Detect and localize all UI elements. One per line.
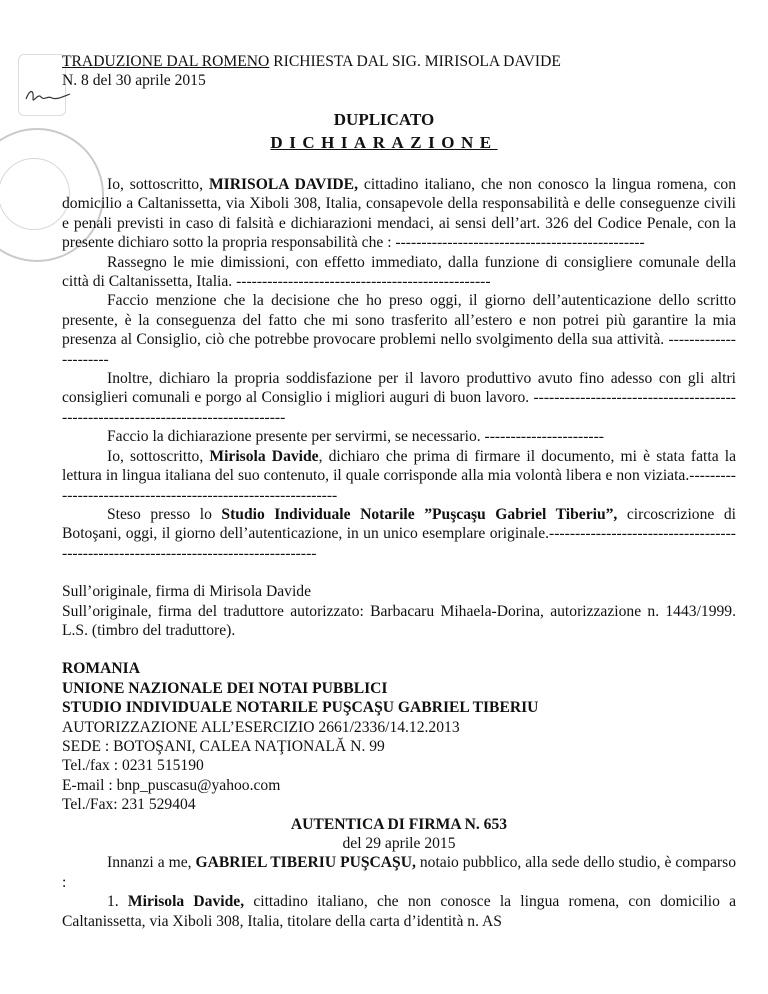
- declarant-name: MIRISOLA DAVIDE,: [208, 176, 358, 193]
- notary-address: SEDE : BOTOŞANI, CALEA NAŢIONALĂ N. 99: [62, 737, 385, 755]
- notary-email: E-mail : bnp_puscasu@yahoo.com: [62, 776, 281, 794]
- text-span: Steso presso lo: [107, 505, 222, 523]
- text-span: notaio pubblico, alla sede dello studio, è comparso :: [62, 854, 736, 891]
- notary-country: ROMANIA: [62, 660, 140, 678]
- authentication-date: del 29 aprile 2015: [342, 835, 456, 852]
- declaration-paragraph-6: [62, 447, 736, 505]
- duplicate-title: DUPLICATO: [333, 110, 435, 129]
- text-span: cittadino italiano, che non conosco la lingua romena, con domicilio a Caltanissetta, via Xiboli 308, Italia, consapevole della responsabilità e delle conseguenze civili e penali previsti in caso di falsità e dichiarazioni mendaci, ai sensi dell’art. 326 del Codice Penale, con la presente dichiaro sotto la propria responsabilità che : ------------------------------------------------: [62, 176, 736, 252]
- notary-telfax-1: Tel./fax : 0231 515190: [62, 757, 204, 775]
- header-request-text: RICHIESTA DAL SIG. MIRISOLA DAVIDE: [269, 53, 561, 70]
- translation-header: [62, 52, 742, 91]
- document-body: [62, 175, 736, 931]
- text-span: circoscrizione di Botoşani, oggi, il giorno dell’autenticazione, in un unico esemplare originale.-------------------------------------------------------------------------------------: [62, 505, 736, 562]
- original-translator-note: Sull’originale, firma del traduttore autorizzato: Barbacaru Mihaela-Dorina, autorizzazione n. 1443/1999. L.S. (timbro del traduttore).: [62, 602, 736, 639]
- header-line-1: [62, 52, 742, 71]
- appearing-party-name: Mirisola Davide,: [127, 893, 245, 911]
- declaration-paragraph-7: [62, 505, 736, 563]
- text-span: cittadino italiano, che non conosce la lingua romena, con domicilio a Caltanissetta, via Xiboli 308, Italia, titolare della carta d’identità n. AS: [62, 893, 736, 930]
- spacer: [62, 563, 736, 582]
- notary-telfax-2: Tel./Fax: 231 529404: [62, 796, 196, 814]
- notary-authorization: AUTORIZZAZIONE ALL’ESERCIZIO 2661/2336/14.12.2013: [62, 718, 460, 736]
- declarant-name-2: Mirisola Davide: [209, 447, 319, 465]
- declaration-paragraph-2: Rassegno le mie dimissioni, con effetto immediato, dalla funzione di consigliere comunale della città di Caltanissetta, Italia. -------------------------------------------------: [62, 253, 736, 291]
- declaration-paragraph-1: [62, 175, 736, 253]
- declaration-paragraph-3: Faccio menzione che la decisione che ho preso oggi, il giorno dell’autenticazione dello scritto presente, è la conseguenza del fatto che mi sono trasferito all’estero e non potrei più garantire la mia presenza al Consiglio, ciò che potrebbe provocare problemi nello svolgimento della sua attività. ----------------------: [62, 292, 736, 368]
- header-translation-label: TRADUZIONE DAL ROMENO: [62, 53, 270, 70]
- header-line-2: N. 8 del 30 aprile 2015: [62, 72, 206, 90]
- authentication-paragraph-1: [62, 853, 736, 892]
- text-span: , dichiaro che prima di firmare il documento, mi è stata fatta la lettura in lingua italiana del suo contenuto, il quale corrisponde alla mia volontà libera e non viziata.--------------------------------------------------------------: [62, 447, 737, 504]
- original-signature-note: Sull’originale, firma di Mirisola Davide: [62, 583, 312, 601]
- notary-seal-inner-ring: [0, 158, 70, 230]
- spacer: [62, 640, 736, 659]
- text-span: Io, sottoscritto,: [107, 447, 210, 465]
- notary-name: GABRIEL TIBERIU PUŞCAŞU,: [195, 854, 416, 872]
- notary-studio-name: Studio Individuale Notarile ”Puşcaşu Gabriel Tiberiu”,: [221, 505, 618, 523]
- notary-studio: STUDIO INDIVIDUALE NOTARILE PUŞCAŞU GABRIEL TIBERIU: [62, 699, 539, 717]
- declaration-paragraph-5: Faccio la dichiarazione presente per servirmi, se necessario. -----------------------: [107, 428, 604, 446]
- text-span: Io, sottoscritto,: [107, 176, 209, 193]
- authentication-title: AUTENTICA DI FIRMA N. 653: [290, 815, 508, 833]
- authentication-paragraph-2: [62, 892, 736, 931]
- declaration-title: DICHIARAZIONE: [270, 133, 498, 152]
- declaration-paragraph-4: Inoltre, dichiaro la propria soddisfazione per il lavoro produttivo avuto fino adesso con gli altri consiglieri comunali e porgo al Consiglio i migliori auguri di buon lavoro. ----------------------------------------------------------------------------------: [62, 370, 736, 426]
- notary-union: UNIONE NAZIONALE DEI NOTAI PUBBLICI: [62, 679, 388, 697]
- text-span: 1.: [107, 893, 128, 911]
- text-span: Innanzi a me,: [107, 854, 196, 872]
